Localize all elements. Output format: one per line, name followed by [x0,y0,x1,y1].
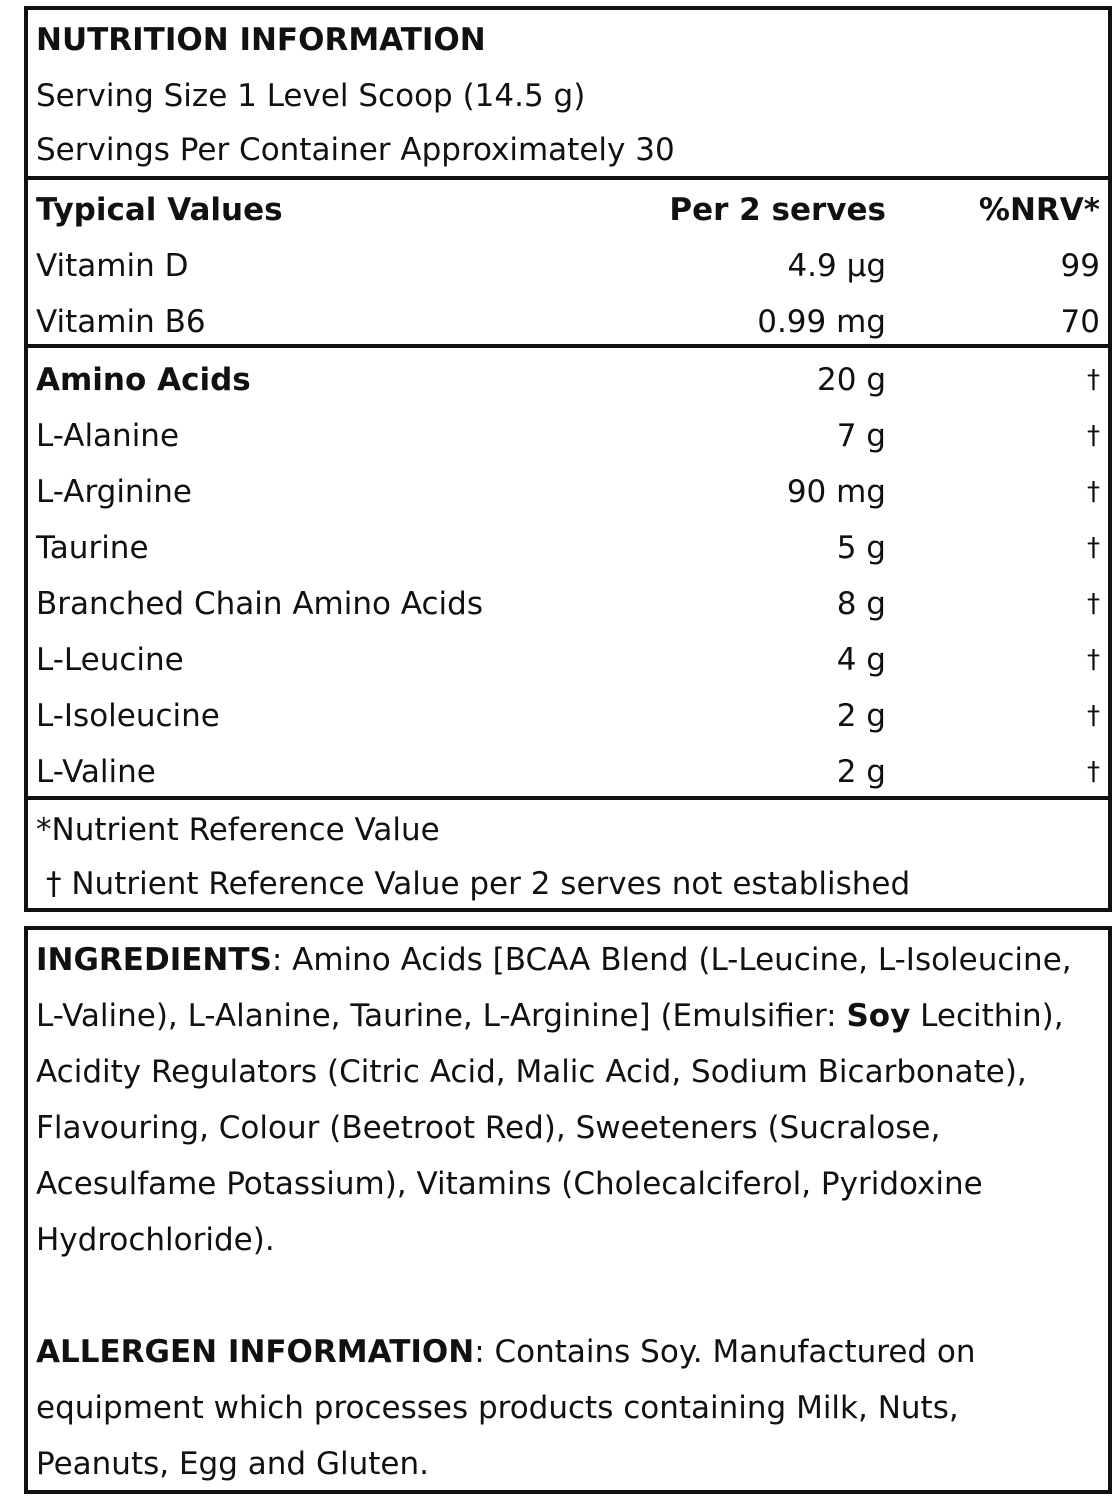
nutrient-name: Vitamin B6 [36,304,206,340]
table-row [28,520,1108,576]
nutrient-amount: 8 g [836,586,886,622]
nutrient-amount: 90 mg [786,474,886,510]
nutrition-information-panel [24,6,1112,912]
nutrient-amount: 4 g [836,642,886,678]
nutrient-nrv: 70 [1060,304,1100,340]
ingredients-label: INGREDIENTS [36,942,272,978]
section-divider [28,796,1108,800]
nutrient-name: Taurine [36,530,149,566]
footnote-dagger: † Nutrient Reference Value per 2 serves not established [46,866,911,902]
serving-size-row [28,68,1108,124]
nutrient-name: L-Leucine [36,642,184,678]
nutrient-nrv: † [1087,421,1100,451]
nutrient-amount: 0.99 mg [757,304,886,340]
table-row [28,632,1108,688]
table-row [28,294,1108,350]
nutrient-nrv: † [1087,477,1100,507]
section-divider [28,344,1108,348]
nutrient-nrv: † [1087,533,1100,563]
allergen-text: : Contains Soy. Manufactured on equipment which processes products containing Milk, Nuts, Peanuts, Egg and Gluten. [36,1334,976,1482]
nutrition-title-row [28,12,1108,68]
table-row [28,576,1108,632]
servings-per-container: Servings Per Container Approximately 30 [36,132,675,168]
table-row [28,408,1108,464]
nutrient-amount: 20 g [817,362,886,398]
nutrient-name: Vitamin D [36,248,189,284]
nutrient-amount: 5 g [836,530,886,566]
nutrient-name: L-Isoleucine [36,698,220,734]
ingredients-paragraph [36,932,1100,1268]
section-divider [28,176,1108,180]
ingredients-soy-highlight: Soy [846,998,911,1034]
table-row [28,464,1108,520]
nutrient-amount: 2 g [836,754,886,790]
nutrient-nrv: † [1087,701,1100,731]
nutrient-name: Branched Chain Amino Acids [36,586,483,622]
serving-size: Serving Size 1 Level Scoop (14.5 g) [36,78,586,114]
nutrient-nrv: † [1087,757,1100,787]
allergen-paragraph [36,1324,1100,1492]
nutrient-name: Amino Acids [36,362,251,398]
nutrient-amount: 4.9 µg [787,248,886,284]
footnote-nrv: *Nutrient Reference Value [36,812,440,848]
table-row [28,238,1108,294]
table-row [28,744,1108,800]
footnote-row [28,802,1108,858]
nutrient-nrv: † [1087,645,1100,675]
nutrient-amount: 2 g [836,698,886,734]
nutrition-title: NUTRITION INFORMATION [36,22,486,58]
header-nrv: %NRV* [978,192,1100,228]
nutrient-nrv: 99 [1060,248,1100,284]
allergen-label: ALLERGEN INFORMATION [36,1334,475,1370]
nutrient-name: L-Valine [36,754,156,790]
ingredients-text-part2: Lecithin), Acidity Regulators (Citric Acid, Malic Acid, Sodium Bicarbonate), Flavouring, Colour (Beetroot Red), Sweeteners (Sucralose, Acesulfame Potassium), Vitamins (Cholecalciferol, Pyridoxine Hydrochloride). [36,998,1064,1258]
table-row [28,688,1108,744]
nutrient-amount: 7 g [836,418,886,454]
header-per-2-serves: Per 2 serves [669,192,886,228]
footnote-row [28,856,1108,912]
nutrient-nrv: † [1087,365,1100,395]
nutrient-name: L-Alanine [36,418,180,454]
nutrient-nrv: † [1087,589,1100,619]
nutrient-name: L-Arginine [36,474,192,510]
table-header-row [28,182,1108,238]
table-row [28,352,1108,408]
servings-per-container-row [28,122,1108,178]
ingredients-text-part1: : Amino Acids [BCAA Blend (L-Leucine, L-Isoleucine, L-Valine), L-Alanine, Taurine, L-Arginine] (Emulsifier: [36,942,1072,1034]
header-typical-values: Typical Values [36,192,283,228]
ingredients-panel [24,926,1112,1494]
